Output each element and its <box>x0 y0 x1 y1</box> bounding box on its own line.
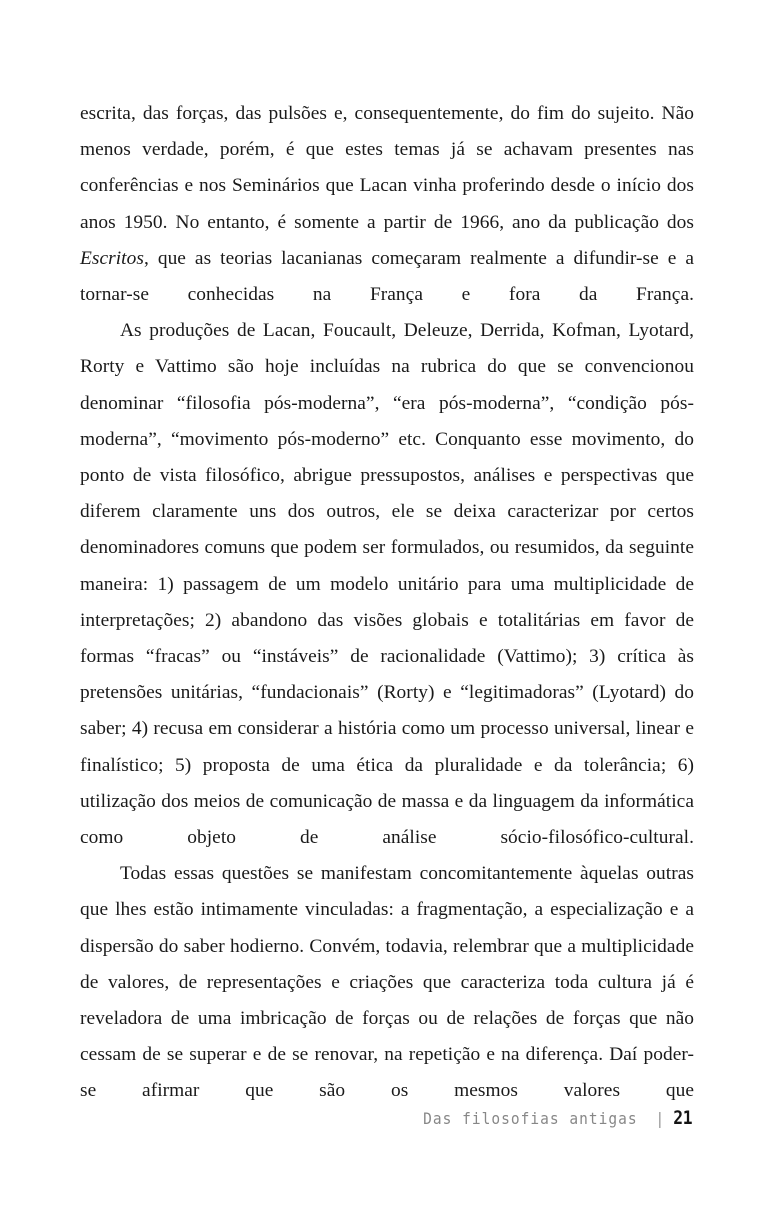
body-paragraph: escrita, das forças, das pulsões e, consequentemente, do fim do sujeito. Não menos verdade, porém, é que estes temas já se achavam presentes nas conferências e nos Seminários que Lacan vinha proferindo desde o início dos anos 1950. No entanto, é somente a partir de 1966, ano da publicação dos Escritos, que as teorias lacanianas começaram realmente a difundir-se e a tornar-se conhecidas na França e fora da França. <box>80 103 694 306</box>
running-head: Das filosofias antigas <box>423 1110 639 1128</box>
page-footer <box>80 1108 693 1138</box>
body-paragraph: Todas essas questões se manifestam concomitantemente àquelas outras que lhes estão intimamente vinculadas: a fragmentação, a especialização e a dispersão do saber hodierno. Convém, todavia, relembrar que a multiplicidade de valores, de representações e criações que caracteriza toda cultura já é reveladora de uma imbricação de forças ou de relações de forças que não cessam de se superar e de se renovar, na repetição e na diferença. Daí poder-se afirmar que são os mesmos valores que <box>80 863 694 1102</box>
body-text-block <box>80 96 694 1110</box>
italic-title: Escritos <box>80 247 144 269</box>
body-paragraph: As produções de Lacan, Foucault, Deleuze, Derrida, Kofman, Lyotard, Rorty e Vattimo são hoje incluídas na rubrica do que se convencionou denominar “filosofia pós-moderna”, “era pós-moderna”, “condição pós-moderna”, “movimento pós-moderno” etc. Conquanto esse movimento, do ponto de vista filosófico, abrigue pressupostos, análises e perspectivas que diferem claramente uns dos outros, ele se deixa caracterizar por certos denominadores comuns que podem ser formulados, ou resumidos, da seguinte maneira: 1) passagem de um modelo unitário para uma multiplicidade de interpretações; 2) abandono das visões globais e totalitárias em favor de formas “fracas” ou “instáveis” de racionalidade (Vattimo); 3) crítica às pretensões unitárias, “fundacionais” (Rorty) e “legitimadoras” (Lyotard) do saber; 4) recusa em considerar a história como um processo universal, linear e finalístico; 5) proposta de uma ética da pluralidade e da tolerância; 6) utilização dos meios de comunicação de massa e da linguagem da informática como objeto de análise sócio-filosófico-cultural. <box>80 320 694 849</box>
page-number: 21 <box>672 1108 692 1129</box>
footer-separator: | <box>655 1110 665 1128</box>
